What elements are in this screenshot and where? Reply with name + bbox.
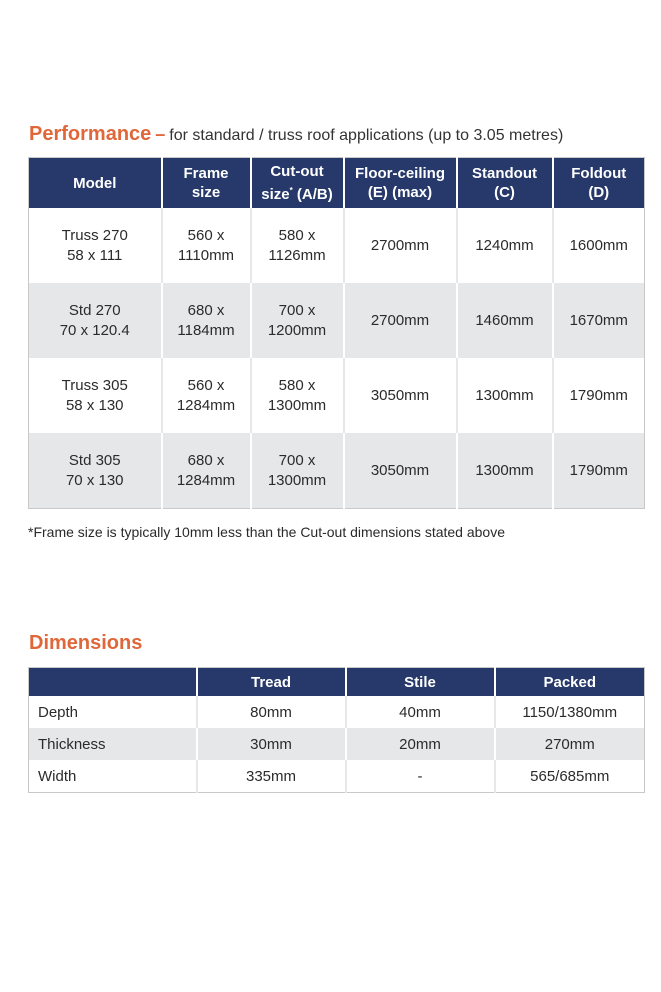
cell-model: Std 270 70 x 120.4 — [29, 283, 162, 358]
performance-heading — [29, 123, 563, 146]
cell-packed: 565/685mm — [495, 760, 645, 793]
performance-footnote: *Frame size is typically 10mm less than the Cut-out dimensions stated above — [28, 524, 505, 540]
cell-frame-size: 560 x 1110mm — [162, 208, 251, 283]
dimensions-title: Dimensions — [29, 632, 143, 654]
row-label: Depth — [29, 696, 197, 728]
cell-standout: 1460mm — [457, 283, 553, 358]
cell-cut-out-size: 700 x 1300mm — [251, 433, 344, 509]
cell-model: Truss 305 58 x 130 — [29, 358, 162, 433]
performance-table — [28, 157, 645, 509]
cell-frame-size: 560 x 1284mm — [162, 358, 251, 433]
cell-foldout: 1670mm — [553, 283, 645, 358]
col-header-floor-ceiling: Floor-ceiling (E) (max) — [344, 158, 457, 209]
cell-stile: 40mm — [346, 696, 495, 728]
dimensions-heading — [29, 632, 142, 655]
col-header-model: Model — [29, 158, 162, 209]
cell-packed: 1150/1380mm — [495, 696, 645, 728]
cell-standout: 1240mm — [457, 208, 553, 283]
col-header-frame-size: Frame size — [162, 158, 251, 209]
col-header-packed: Packed — [495, 668, 645, 697]
cell-model: Truss 270 58 x 111 — [29, 208, 162, 283]
cell-foldout: 1790mm — [553, 433, 645, 509]
col-header-standout: Standout (C) — [457, 158, 553, 209]
cell-frame-size: 680 x 1184mm — [162, 283, 251, 358]
performance-subtitle: for standard / truss roof applications (up to 3.05 metres) — [169, 127, 564, 144]
table-row — [29, 728, 645, 760]
performance-dash: – — [155, 124, 166, 144]
cell-stile: 20mm — [346, 728, 495, 760]
cell-cut-out-size: 700 x 1200mm — [251, 283, 344, 358]
cell-floor-ceiling: 2700mm — [344, 208, 457, 283]
cell-packed: 270mm — [495, 728, 645, 760]
table-row — [29, 208, 645, 283]
row-label: Thickness — [29, 728, 197, 760]
cell-frame-size: 680 x 1284mm — [162, 433, 251, 509]
col-header-cut-out-size: Cut-out size* (A/B) — [251, 158, 344, 209]
col-header-stile: Stile — [346, 668, 495, 697]
col-header-empty — [29, 668, 197, 697]
table-row — [29, 696, 645, 728]
cell-stile: - — [346, 760, 495, 793]
table-row — [29, 433, 645, 509]
cell-cut-out-size: 580 x 1126mm — [251, 208, 344, 283]
performance-title: Performance — [29, 123, 152, 145]
cell-tread: 30mm — [197, 728, 346, 760]
cell-cut-out-size: 580 x 1300mm — [251, 358, 344, 433]
cell-foldout: 1600mm — [553, 208, 645, 283]
table-row — [29, 283, 645, 358]
cell-tread: 80mm — [197, 696, 346, 728]
table-row — [29, 358, 645, 433]
cell-standout: 1300mm — [457, 358, 553, 433]
cell-standout: 1300mm — [457, 433, 553, 509]
col-header-foldout: Foldout (D) — [553, 158, 645, 209]
row-label: Width — [29, 760, 197, 793]
cell-model: Std 305 70 x 130 — [29, 433, 162, 509]
cell-floor-ceiling: 3050mm — [344, 358, 457, 433]
performance-header-row — [29, 158, 645, 209]
cell-floor-ceiling: 3050mm — [344, 433, 457, 509]
cell-foldout: 1790mm — [553, 358, 645, 433]
table-row — [29, 760, 645, 793]
dimensions-header-row — [29, 668, 645, 697]
col-header-tread: Tread — [197, 668, 346, 697]
cell-tread: 335mm — [197, 760, 346, 793]
cell-floor-ceiling: 2700mm — [344, 283, 457, 358]
dimensions-table — [28, 667, 645, 793]
